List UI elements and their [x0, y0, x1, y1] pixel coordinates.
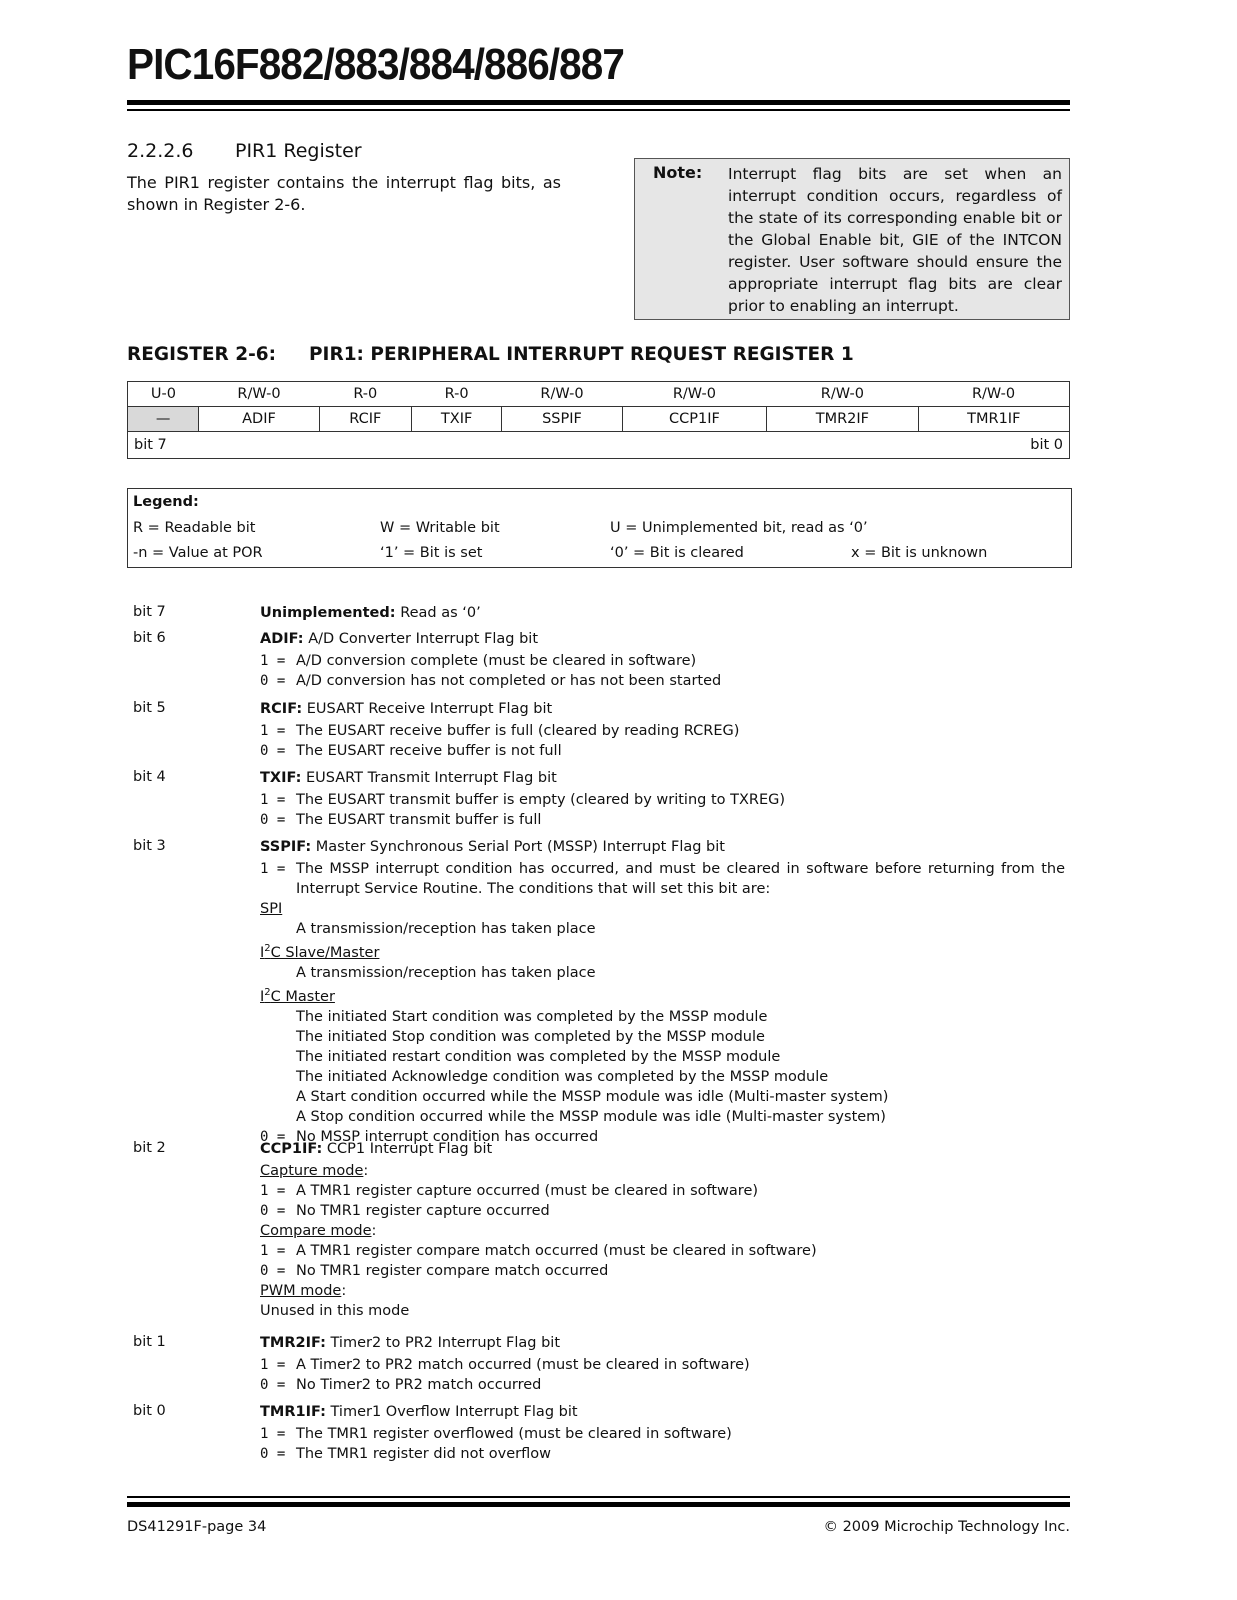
- copyright: © 2009 Microchip Technology Inc.: [823, 1519, 1070, 1535]
- bit-name-cell: TMR1IF: [918, 407, 1069, 432]
- bit-name-cell: CCP1IF: [622, 407, 767, 432]
- bit-field-name: RCIF:: [260, 701, 303, 717]
- bit-field-desc: EUSART Transmit Interrupt Flag bit: [306, 770, 557, 786]
- section-intro: The PIR1 register contains the interrupt flag bits, as shown in Register 2-6.: [127, 173, 561, 214]
- i2c-master-heading: [260, 986, 335, 1005]
- bit-label: bit 5: [133, 700, 166, 716]
- compare-mode-heading: Compare mode: [260, 1223, 372, 1239]
- register-title: [127, 344, 854, 365]
- value-desc: A TMR1 register compare match occurred (must be cleared in software): [296, 1243, 817, 1259]
- value-desc: No TMR1 register compare match occurred: [296, 1263, 609, 1279]
- spi-condition: A transmission/reception has taken place: [296, 921, 596, 937]
- bit-field-name: CCP1IF:: [260, 1141, 323, 1157]
- bit-field-name: TMR1IF:: [260, 1404, 326, 1420]
- legend-readable: R = Readable bit: [133, 520, 256, 536]
- value-key: 1 =: [260, 1426, 286, 1442]
- legend-unknown: x = Bit is unknown: [851, 545, 988, 561]
- section-title: PIR1 Register: [235, 140, 362, 162]
- bit-label: bit 4: [133, 769, 166, 785]
- value-key: 1 =: [260, 653, 286, 669]
- value-one-block: [260, 859, 1065, 879]
- value-desc: The EUSART receive buffer is full (cleared by reading RCREG): [296, 723, 740, 739]
- i2c-slave-text: C Slave/Master: [270, 944, 380, 961]
- value-desc: No TMR1 register capture occurred: [296, 1203, 550, 1219]
- value-desc: The TMR1 register did not overflow: [296, 1446, 551, 1462]
- value-desc: The TMR1 register overflowed (must be cleared in software): [296, 1426, 732, 1442]
- colon: :: [363, 1163, 369, 1179]
- value-key: 1 =: [260, 1243, 286, 1259]
- bit-field-desc: CCP1 Interrupt Flag bit: [326, 1141, 493, 1157]
- bit-label: bit 2: [133, 1140, 166, 1156]
- access-cell: R/W-0: [502, 382, 622, 407]
- i2c-i: I: [260, 944, 265, 961]
- bit3-description: [260, 837, 1065, 1147]
- register-label: REGISTER 2-6:: [127, 344, 277, 365]
- footer-rule-thin: [127, 1496, 1070, 1498]
- bit-label: bit 3: [133, 838, 166, 854]
- legend-title: Legend:: [133, 494, 199, 510]
- master-condition: The initiated restart condition was completed by the MSSP module: [296, 1048, 781, 1065]
- master-condition: The initiated Acknowledge condition was completed by the MSSP module: [296, 1068, 829, 1085]
- value-key: 0 =: [260, 1203, 286, 1219]
- access-cell: R/W-0: [767, 382, 918, 407]
- bit-label: bit 7: [133, 604, 166, 620]
- bit-field-name: TMR2IF:: [260, 1335, 326, 1351]
- capture-mode-heading: Capture mode: [260, 1163, 364, 1179]
- value-key: 0 =: [260, 1128, 286, 1145]
- bit-name-cell: —: [128, 407, 199, 432]
- value-desc: The MSSP interrupt condition has occurred, and must be cleared in software before returning from the: [296, 861, 1065, 877]
- bit-field-name: SSPIF:: [260, 839, 312, 855]
- colon: :: [371, 1223, 377, 1239]
- bit-field-name: Unimplemented:: [260, 605, 396, 621]
- bit6-description: [260, 629, 1065, 691]
- value-desc: A/D conversion has not completed or has not been started: [296, 673, 722, 689]
- pwm-mode-desc: Unused in this mode: [260, 1303, 410, 1319]
- bit-field-desc: A/D Converter Interrupt Flag bit: [308, 631, 539, 647]
- msb-label: bit 7: [134, 437, 167, 453]
- spi-heading: SPI: [260, 901, 283, 917]
- value-desc: The EUSART receive buffer is not full: [296, 743, 562, 759]
- value-key: 0 =: [260, 1263, 286, 1279]
- value-key: 1 =: [260, 792, 286, 808]
- value-key: 0 =: [260, 1446, 286, 1462]
- bit-label: bit 1: [133, 1334, 166, 1350]
- bit-field-name: ADIF:: [260, 631, 304, 647]
- bit-name-cell: ADIF: [199, 407, 319, 432]
- pwm-mode-heading: PWM mode: [260, 1283, 342, 1299]
- value-desc: The EUSART transmit buffer is full: [296, 812, 542, 828]
- bit-name-row: [128, 407, 1070, 432]
- note-box: [634, 158, 1070, 320]
- note-label: Note:: [653, 163, 703, 182]
- bit0-description: [260, 1402, 1065, 1464]
- bit4-description: [260, 768, 1065, 830]
- access-row: [128, 382, 1070, 407]
- legend-writable: W = Writable bit: [380, 520, 500, 536]
- colon: :: [341, 1283, 347, 1299]
- master-condition: A Stop condition occurred while the MSSP module was idle (Multi-master system): [296, 1108, 886, 1125]
- bit-label: bit 6: [133, 630, 166, 646]
- i2c-i: I: [260, 988, 265, 1005]
- lsb-label: bit 0: [1030, 437, 1063, 453]
- page-title: PIC16F882/883/884/886/887: [127, 40, 624, 89]
- access-cell: U-0: [128, 382, 199, 407]
- bit-order-cell: [128, 432, 1070, 459]
- bit-name-cell: TMR2IF: [767, 407, 918, 432]
- access-cell: R-0: [411, 382, 501, 407]
- note-text: Interrupt flag bits are set when an interrupt condition occurs, regardless of the state of its corresponding enable bit or the Global Enable bit, GIE of the INTCON register. User software should ensure the appropriate interrupt flag bits are clear prior to enabling an interrupt.: [728, 165, 1062, 315]
- bit-field-desc: Timer1 Overflow Interrupt Flag bit: [330, 1404, 578, 1420]
- bit1-description: [260, 1333, 1065, 1395]
- master-condition: A Start condition occurred while the MSSP module was idle (Multi-master system): [296, 1088, 889, 1105]
- value-key: 0 =: [260, 812, 286, 828]
- bit-field-desc: Master Synchronous Serial Port (MSSP) Interrupt Flag bit: [315, 839, 725, 855]
- legend-box: [127, 488, 1072, 568]
- header-rule-thin: [127, 109, 1070, 111]
- bit5-description: [260, 699, 1065, 761]
- access-cell: R/W-0: [622, 382, 767, 407]
- value-desc: The EUSART transmit buffer is empty (cleared by writing to TXREG): [296, 792, 786, 808]
- i2c-slave-heading: [260, 945, 379, 961]
- value-desc: A Timer2 to PR2 match occurred (must be cleared in software): [296, 1357, 750, 1373]
- i2c-sup: 2: [264, 986, 271, 998]
- bit-name-cell: TXIF: [411, 407, 501, 432]
- bit7-description: [260, 603, 1065, 623]
- i2c-sup: 2: [264, 943, 271, 954]
- value-desc: No Timer2 to PR2 match occurred: [296, 1377, 542, 1393]
- master-condition: The initiated Start condition was completed by the MSSP module: [296, 1008, 768, 1025]
- value-key: 1 =: [260, 1183, 286, 1199]
- bit-name-cell: RCIF: [319, 407, 411, 432]
- value-key: 0 =: [260, 1377, 286, 1393]
- legend-unimplemented: U = Unimplemented bit, read as ‘0’: [610, 520, 868, 536]
- bit-name-cell: SSPIF: [502, 407, 622, 432]
- bit-field-desc: Read as ‘0’: [400, 605, 481, 621]
- access-cell: R/W-0: [199, 382, 319, 407]
- value-key: 0 =: [260, 673, 286, 689]
- master-condition: The initiated Stop condition was completed by the MSSP module: [296, 1028, 765, 1045]
- legend-por: -n = Value at POR: [133, 545, 263, 561]
- bit2-description: [260, 1139, 1065, 1321]
- i2c-slave-condition: A transmission/reception has taken place: [296, 964, 596, 981]
- bit-field-desc: EUSART Receive Interrupt Flag bit: [306, 701, 553, 717]
- header-rule-thick: [127, 100, 1070, 105]
- i2c-master-text: C Master: [270, 988, 335, 1005]
- value-key: 1 =: [260, 723, 286, 739]
- bit-label: bit 0: [133, 1403, 166, 1419]
- value-key: 1 =: [260, 861, 286, 877]
- register-name: PIR1: PERIPHERAL INTERRUPT REQUEST REGISTER 1: [309, 344, 854, 365]
- value-desc: No MSSP interrupt condition has occurred: [296, 1128, 599, 1145]
- bit-order-row: [128, 432, 1070, 459]
- section-heading: [127, 140, 362, 162]
- bit-field-desc: Timer2 to PR2 Interrupt Flag bit: [330, 1335, 561, 1351]
- value-key: 1 =: [260, 1357, 286, 1373]
- access-cell: R/W-0: [918, 382, 1069, 407]
- register-bit-table: [127, 381, 1070, 459]
- value-desc: A TMR1 register capture occurred (must be cleared in software): [296, 1183, 759, 1199]
- legend-set: ‘1’ = Bit is set: [380, 545, 483, 561]
- page-number: DS41291F-page 34: [127, 1519, 267, 1535]
- bit-field-name: TXIF:: [260, 770, 302, 786]
- value-key: 0 =: [260, 743, 286, 759]
- footer-rule-thick: [127, 1502, 1070, 1507]
- value-desc: A/D conversion complete (must be cleared in software): [296, 653, 697, 669]
- section-number: 2.2.2.6: [127, 140, 194, 162]
- value-desc-cont: Interrupt Service Routine. The conditions that will set this bit are:: [296, 881, 771, 897]
- legend-cleared: ‘0’ = Bit is cleared: [610, 545, 744, 561]
- access-cell: R-0: [319, 382, 411, 407]
